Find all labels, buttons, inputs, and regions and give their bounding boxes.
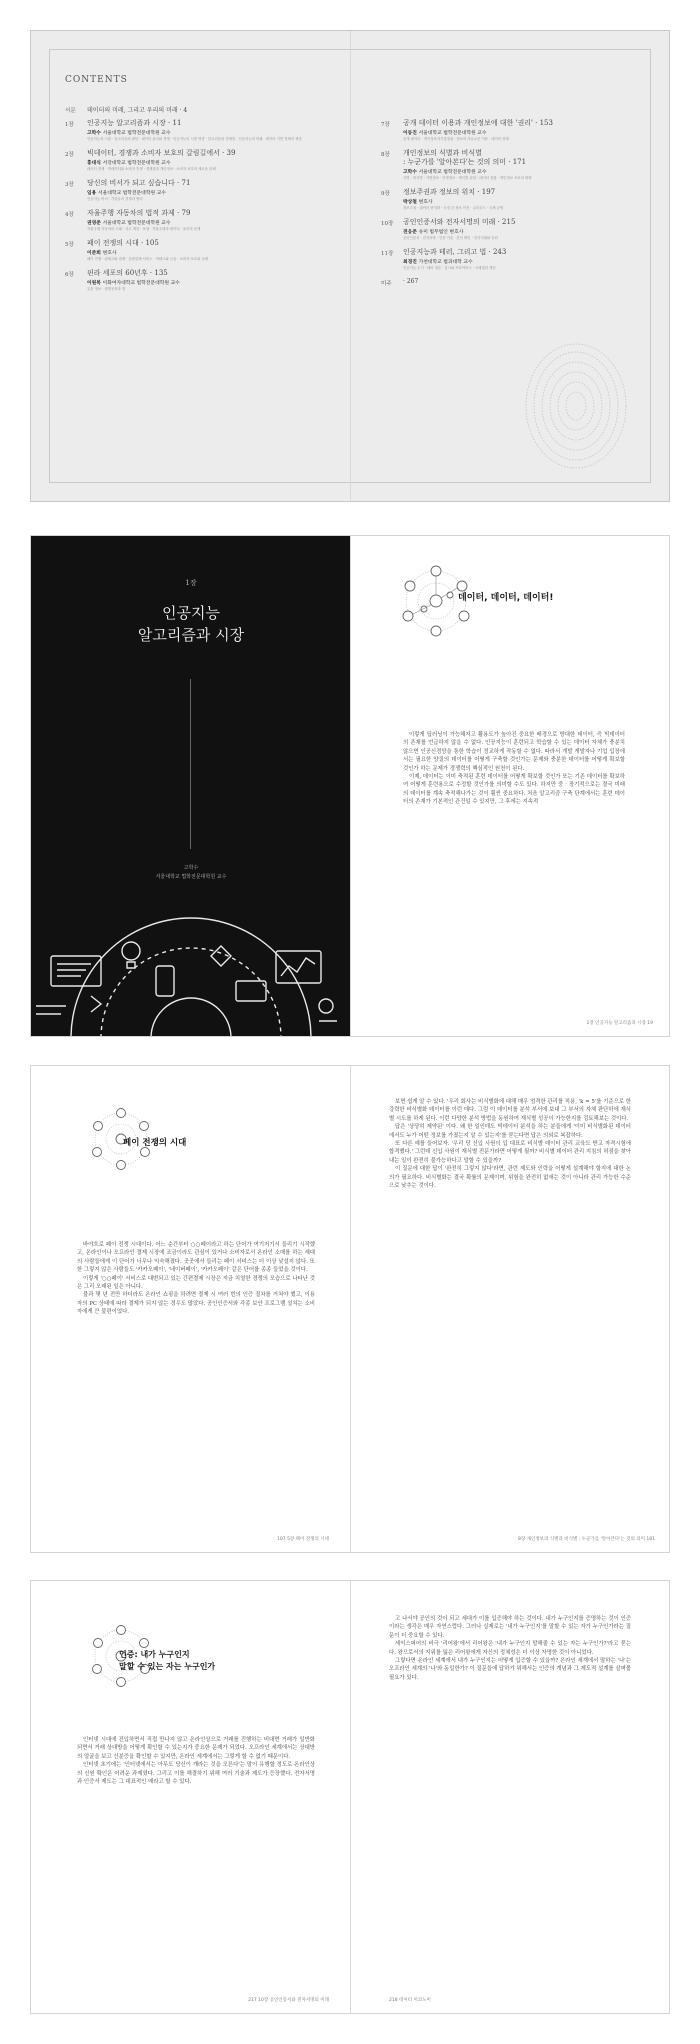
toc-author-affiliation: 서울대학교 법학전문대학원 교수	[102, 221, 171, 226]
toc-entry-title: · 267	[403, 278, 419, 285]
toc-entry-description: 공인인증서 · 전자서명 · 인증 기술 · 본인 확인 · 전자거래와 신뢰	[403, 236, 498, 240]
author-name: 고학수	[183, 865, 199, 871]
paragraph: 이렇게 '○○페이' 서비스로 대변되고 있는 간편결제 시장은 지금 치열한 경쟁의 모습으로 나타난 것은 그리 오래된 일은 아니다.	[77, 1275, 315, 1291]
toc-entry-title: 공인인증서와 전자서명의 미래 · 215	[403, 218, 516, 226]
section-heading-line1: 인증: 내가 누구인지	[119, 1650, 190, 1659]
toc-entry-body	[403, 278, 621, 287]
toc-chapter-number: 11장	[381, 251, 394, 257]
toc-author-affiliation: 서울대학교 법학전문대학원 교수	[97, 191, 166, 196]
toc-right-column	[381, 119, 621, 292]
toc-entry	[65, 269, 305, 292]
toc-entry-title: 빅데이터, 경쟁과 소비자 보호의 갈림길에서 · 39	[87, 149, 236, 157]
page-folio: 107 5장 페이 전쟁의 시대	[277, 1537, 329, 1542]
paragraph: 보면 쉽게 알 수 있다. '우리 회사는 비식별화에 대해 매우 엄격한 관리를 적용, 'k = 5'를 기준으로 한 강력한 비식별화 데이터를 이런 데다. 그럼 이 데이터를 분석 부서에 보내 그 부서의 자체 판단하에 재식별 시도를 하게 된다. 이런 다양한 분석 방법을 동원하여 재식별 성공이 가능한지를 검토해보는 것이다.	[389, 1099, 631, 1122]
toc-author-affiliation: 서울대학교 법학전문대학원 교수	[418, 170, 487, 175]
toc-title: CONTENTS	[65, 75, 128, 85]
toc-entry-body	[87, 269, 305, 292]
toc-author-affiliation: 유미 법무법인 변호사	[418, 230, 464, 235]
toc-entry-author	[87, 249, 305, 256]
toc-chapter-number: 2장	[65, 152, 74, 158]
toc-chapter-number: 7장	[381, 122, 390, 128]
toc-author-affiliation: 변호사	[102, 251, 117, 256]
toc-entry-title: 인공지능과 테러, 그리고 법 · 243	[403, 248, 507, 256]
toc-entry-body	[403, 188, 621, 211]
chapter8-page	[351, 1066, 671, 1552]
body-text	[389, 1098, 631, 1190]
toc-entry	[65, 105, 305, 114]
toc-entry-author	[403, 228, 621, 235]
toc-chapter-number: 9장	[381, 191, 390, 197]
toc-author-name: 임용	[87, 191, 98, 196]
chapter1-spread	[30, 535, 670, 1037]
chapter-opener-page	[31, 536, 351, 1036]
body-text	[77, 1736, 315, 1786]
toc-author-name: 홍대식	[87, 161, 103, 166]
fingerprint-graphic	[501, 331, 651, 481]
toc-entry-body	[87, 119, 305, 142]
toc-chapter-number: 4장	[65, 212, 74, 218]
toc-entry-title: 당신의 비서가 되고 싶습니다 · 71	[87, 179, 191, 187]
toc-entry	[65, 149, 305, 172]
toc-entry-body	[403, 119, 621, 142]
paragraph: 이렇게 딥러닝이 가능해지고 활용도가 높아진 중요한 배경으로 방대한 데이터, 즉 빅데이터의 존재를 언급하지 않을 수 없다. 인공지능이 훈련되고 학습할 수 있는 데이터 자체가 충분치 않으면 인공신경망을 통한 학습이 정교하게 작동할 수 없다. 따라서 개발 개발자나 기업 입장에서는 필요한 양질의 데이터를 어떻게 구축할 것인가는 문제와 충분한 데이터를 어떻게 확보할 것인가 하는 문제가 경쟁력의 핵심적인 원천이 된다.	[403, 732, 625, 772]
chapter-title	[31, 602, 351, 646]
paragraph: 인터넷 초기에는 '인터넷에서는 아무도 당신이 개라는 것을 모른다'는 말이 유행할 정도로 온라인상의 신원 확인은 어려운 과제였다. 그리고 이를 해결하기 위해 여러 기술과 제도가 등장했다. 전자서명과 인증서 제도는 그 대표적인 예라고 할 수 있다.	[77, 1762, 315, 1786]
toc-entry-author	[403, 258, 621, 265]
body-text	[77, 1241, 315, 1317]
toc-entry-description: 유전 정보 · 생명공학과 법	[87, 287, 126, 291]
toc-entry	[381, 248, 621, 271]
toc-entry-title: 핀라 세포의 60년후 · 135	[87, 269, 168, 277]
toc-entry	[65, 179, 305, 202]
toc-chapter-number: 미주	[381, 281, 392, 287]
toc-entry-description: 인공지능 무기 · 테러 대응 · 감시와 프라이버시 · 국제법과 책임	[403, 266, 496, 270]
toc-entry-description: 인공지능과 시장 · 알고리즘의 판단 · 데이터 윤리와 경쟁 · 인공지능의 시장 영향 · 알고리즘과 경쟁법 · 인공지능의 미래 · 데이터 기반 경제의 쟁점	[87, 137, 302, 141]
toc-entry-body	[403, 149, 621, 181]
paragraph: 세익스피어의 비극 '리어왕'에서 리어왕은 '내가 누구인지 말해줄 수 있는 자는 누구인가?'라고 묻는다. 왕으로서의 지위를 잃은 리어왕에게 자신의 정체성은 더 이상 자명한 것이 아니었다.	[389, 1641, 631, 1656]
toc-author-name: 박상철	[403, 200, 419, 205]
toc-entry-author	[403, 198, 621, 205]
paragraph: 또 다른 예를 들어보자. '우리 당 신입 사원이 입 대표로 비식별 데이터 관리 교육도 받고 자격시험에 합격했다.' 그런데 신입 사원이 재식별 전문가라면 어떻게 될까? 비식별 데이터 관리 지침의 허점을 찾아내는 일이 완전히 불가능하다고 말할 수 있을까?	[389, 1141, 631, 1164]
toc-chapter-number: 10장	[381, 221, 394, 227]
section-heading: 데이터, 데이터, 데이터!	[458, 593, 554, 603]
toc-entry	[65, 239, 305, 262]
paragraph: 이제, 데이터는 이미 축적된 훈련 데이터를 어떻게 확보할 것인가 또는 기존 데이터를 확보하여 어떻게 훈련용으로 수정할 것인가를 의미할 수도 있다. 하지만 중 · 장기적으로는 결국 미래의 데이터를 계속 축적해나가는 것이 훨씬 중요하다. 처음 알고리즘 구축 단계에서는 훈련 데이터의 존재가 기본적인 관건일 수 있지만, 그 후에는 지속적	[403, 774, 625, 806]
toc-entry-description: 공개 데이터 · 개인정보자기결정권 · 정보의 자유로운 이용 · 데이터 경제	[403, 137, 509, 141]
toc-left-column	[65, 105, 305, 299]
body-text	[389, 1615, 631, 1682]
vertical-rule	[190, 679, 191, 849]
toc-author-affiliation: 이화여자대학교 법학전문대학원 교수	[102, 281, 180, 286]
toc-entry-author	[87, 279, 305, 286]
toc-entry-body	[87, 209, 305, 232]
toc-entry-description: 데이터 경쟁 · 빅데이터와 소비자 후생 · 경쟁법과 개인정보 · 소비자 보호의 새로운 과제	[87, 167, 216, 171]
toc-chapter-number: 1장	[65, 122, 74, 128]
toc-entry-title: 인공지능 알고리즘과 시장 · 11	[87, 119, 182, 127]
toc-author-name: 이동진	[403, 131, 419, 136]
toc-author-name: 고학수	[87, 131, 103, 136]
toc-author-name: 이준희	[87, 251, 103, 256]
page-folio: 218 데이터 이코노미	[389, 1998, 431, 2003]
chapter5-page	[31, 1066, 351, 1552]
toc-entry-subtitle: : 누군가를 '알아본다'는 것의 의미 · 171	[403, 158, 527, 166]
toc-entry-body	[87, 105, 305, 114]
toc-entry-body	[403, 248, 621, 271]
toc-chapter-number: 6장	[65, 272, 74, 278]
toc-author-name: 최경진	[403, 260, 419, 265]
toc-entry-description: 인공지능 비서 · 기업들의 경쟁과 협력	[87, 197, 143, 201]
toc-entry-author	[87, 219, 305, 226]
toc-entry-title: 페이 전쟁의 시대 · 105	[87, 239, 159, 247]
toc-entry-body	[87, 179, 305, 202]
toc-spread	[30, 30, 670, 502]
paragraph: 그렇다면 온라인 세계에서 내가 누구인지는 어떻게 입증할 수 있을까? 온라인 세계에서 말하는 '나'는 오프라인 세계의 '나'와 동일한가? 이 질문들에 답하기 위해서는 인증의 개념과 그 제도적 설계를 살펴볼 필요가 있다.	[389, 1658, 631, 1681]
toc-author-name: 이원복	[87, 281, 103, 286]
toc-entry-body	[403, 218, 621, 241]
chapter5-spread	[30, 1065, 670, 1553]
toc-entry-title: 정보주권과 정보의 위치 · 197	[403, 188, 496, 196]
chapter10-left-page	[31, 1581, 351, 2013]
toc-author-affiliation: 변호사	[418, 200, 433, 205]
chapter-number: 1장	[185, 579, 197, 587]
toc-author-affiliation: 가천대학교 법과대학 교수	[418, 260, 473, 265]
toc-entry-author	[87, 159, 305, 166]
toc-entry-author	[87, 129, 305, 136]
paragraph: 인터넷 시대에 진입하면서 직접 만나지 않고 온라인상으로 거래를 진행하는 비대면 거래가 일반화되면서 거래 상대방을 어떻게 확인할 수 있는지가 중요한 문제가 되었다. 오프라인 세계에서는 상대방의 얼굴을 보고 신분증을 확인할 수 있지만, 온라인 세계에서는 그렇게 할 수 없기 때문이다.	[77, 1737, 315, 1760]
toc-entry	[381, 149, 621, 181]
section-heading: 페이 전쟁의 시대	[123, 1138, 187, 1148]
chapter1-text-page	[351, 536, 671, 1036]
toc-entry-body	[87, 149, 305, 172]
toc-author-name: 전응준	[403, 230, 419, 235]
chapter-title-line2: 알고리즘과 시장	[137, 626, 245, 644]
toc-entry-title: 자율주행 자동차의 법적 과제 · 79	[87, 209, 191, 217]
paragraph: 답은 '상당히 제약된' 이다. 왜 한 일인데도 빅데이터 분석을 하는 분들에게 '이미 비식별화된 데이터에서도 누가 어떤 정보를 가졌는지 알 수 있는지'를 묻는다면 답은 의외로 복잡하다.	[389, 1124, 631, 1139]
toc-entry	[65, 209, 305, 232]
toc-entry-title: 개인정보의 식별과 비식별	[403, 149, 482, 157]
toc-entry	[381, 278, 621, 287]
toc-entry-title: 데이터의 미래, 그리고 우리의 미래 · 4	[87, 107, 188, 114]
toc-entry-author	[403, 129, 621, 136]
toc-author-affiliation: 서울대학교 법학전문대학원 교수	[418, 131, 487, 136]
toc-entry	[381, 119, 621, 142]
toc-chapter-number: 5장	[65, 242, 74, 248]
toc-author-affiliation: 서강대학교 법학전문대학원 교수	[102, 161, 171, 166]
body-text	[403, 731, 625, 807]
technology-illustration	[31, 896, 351, 1036]
chapter-author	[31, 864, 351, 882]
toc-chapter-number: 3장	[65, 182, 74, 188]
toc-entry-description: 식별 · 비식별 · 가명정보 · 익명정보 · 재식별 위험 · 데이터 결합 · 개인정보 보호의 방향	[403, 176, 532, 180]
toc-entry-title: 공개 데이터 이용과 개인정보에 대한 '권리' · 153	[403, 119, 553, 127]
paragraph: 불과 몇 년 전만 하더라도 온라인 쇼핑을 하려면 결제 시 여러 번의 인증 절차를 거쳐야 했고, 이용자의 PC 상태에 따라 결제가 되지 않는 경우도 많았다. 공인인증서와 각종 보안 프로그램 설치는 소비자에게 큰 불편이었다.	[77, 1292, 315, 1316]
chapter10-right-page	[351, 1581, 671, 2013]
paragraph: 이 질문에 대한 답이 '완전히 그렇지 않다'라면, 관련 제도와 인력을 어떻게 설계해야 할지에 대한 논의가 필요하다. 비식별화는 결국 확률의 문제이며, 위험을 완전히 없애는 것이 아니라 관리 가능한 수준으로 낮추는 것이다.	[389, 1166, 631, 1190]
section-heading-line2: 말할 수 있는 자는 누구인가	[119, 1662, 216, 1671]
chapter10-spread	[30, 1580, 670, 2014]
toc-author-name: 고학수	[403, 170, 419, 175]
toc-chapter-number: 서문	[65, 108, 76, 114]
gutter	[350, 31, 351, 501]
author-affiliation: 서울대학교 법학전문대학원 교수	[155, 874, 227, 880]
chapter-title-line1: 인공지능	[162, 604, 220, 622]
section-heading	[119, 1649, 215, 1673]
page-folio: 8장 개인정보의 식별과 비식별 : 누군가를 '알아본다'는 것의 의미 181	[518, 1537, 655, 1542]
paragraph: 바야흐로 페이 전쟁 시대이다. 어느 순간부터 ○○페이라고 하는 단어가 여기저기서 들리기 시작했고, 온라인이나 오프라인 결제 시장에 조금이라도 관심이 있거나 소비자로서 온라인 소매를 하는 세대의 사람들에게 이 단어가 너무나 익숙해졌다. 곳곳에서 들리는 페이 서비스는 더 이상 낯설지 않다. 또한 그렇지 않은 사람들도 '카카오페이', '네이버페이', '카카오페이' 같은 단어를 종종 들었을 것이다.	[77, 1242, 315, 1274]
toc-author-affiliation: 서울대학교 법학전문대학원 교수	[102, 131, 171, 136]
paragraph: 고 나서야 공인의 것이 되고 세대가 이를 입증해야 하는 것이다. 내가 누구인지를 증명하는 것이 인증이라는 생각은 매우 자연스럽다. 그러나 실제로는 '내가 누구인지'를 말할 수 있는 자가 누구인가라는 질문이 더 중요할 수 있다.	[389, 1616, 631, 1639]
page-folio: 217 10장 공인인증서와 전자서명의 미래	[248, 1998, 329, 2003]
toc-entry-body	[87, 239, 305, 262]
page-folio: 1장 인공지능 알고리즘과 시장 19	[586, 1021, 653, 1026]
toc-entry-description: 페이 전쟁 · 핀테크와 결제 · 간편결제 서비스 · 빅테크와 금융 · 소비자 보호와 규제	[87, 257, 208, 261]
toc-entry-author	[403, 168, 621, 175]
toc-entry-description: 정보주권 · 데이터 현지화 · 국경 간 정보 이전 · 클라우드 · 국제 규범	[403, 206, 504, 210]
toc-author-name: 권영준	[87, 221, 103, 226]
toc-chapter-number: 8장	[381, 152, 390, 158]
toc-entry	[381, 188, 621, 211]
toc-entry	[381, 218, 621, 241]
toc-entry-author	[87, 189, 305, 196]
toc-entry	[65, 119, 305, 142]
toc-entry-description: 자율주행 자동차의 도래 · 사고 책임 · 보험 · 자율주행과 데이터 · 윤리적 문제	[87, 227, 201, 231]
